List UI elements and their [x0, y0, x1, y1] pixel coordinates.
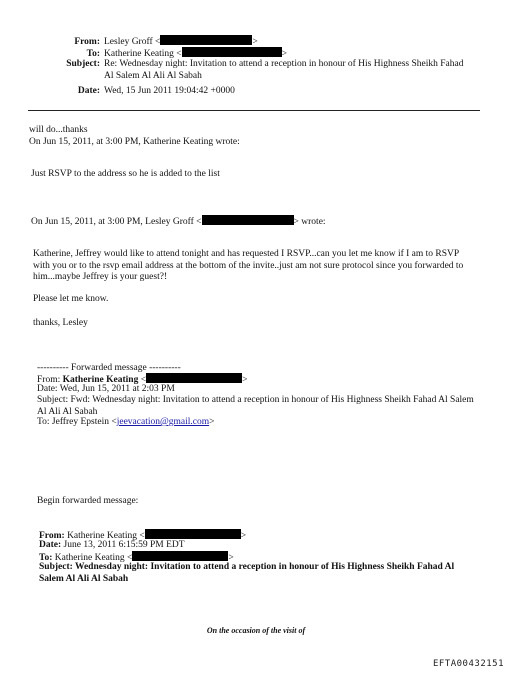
- from-label: From:: [74, 37, 100, 47]
- quote-paragraph-2: Please let me know.: [33, 294, 109, 304]
- to-label: To:: [86, 49, 100, 59]
- forwarded-to-suffix: >: [209, 417, 215, 427]
- to-value: Katherine Keating <: [104, 49, 182, 59]
- fwd2-subject-label: Subject:: [39, 562, 75, 572]
- forwarded-from-open: <: [138, 375, 147, 385]
- header-subject-row: [0, 59, 480, 82]
- quote-intro-prefix: On Jun 15, 2011, at 3:00 PM, Lesley Groff <: [31, 217, 202, 227]
- fwd2-date-value: June 13, 2011 6:15:59 PM EDT: [63, 540, 185, 550]
- reply2-text: Just RSVP to the address so he is added to the list: [31, 169, 220, 179]
- forwarded-to-prefix: To: Jeffrey Epstein <: [37, 417, 117, 427]
- quote-paragraph-3: thanks, Lesley: [33, 318, 88, 328]
- forwarded-date-row: Date: Wed, Jun 15, 2011 at 2:03 PM: [37, 384, 175, 394]
- forwarded-subject-row: Subject: Fwd: Wednesday night: Invitation to attend a reception in honour of His Highness Sheikh Fahad Al Salem Al Ali Al Sabah: [37, 395, 474, 417]
- bracket-close: >: [228, 553, 234, 563]
- quote-intro-suffix: > wrote:: [293, 217, 326, 227]
- redaction-box: [146, 373, 242, 383]
- bracket-close: >: [242, 375, 248, 385]
- from-value: Lesley Groff <: [104, 37, 161, 47]
- subject-label: Subject:: [66, 59, 100, 69]
- forwarded-banner: ---------- Forwarded message ----------: [37, 363, 181, 373]
- header-date-row: [0, 86, 235, 98]
- bracket-close: >: [240, 531, 247, 541]
- redaction-box: [145, 529, 241, 539]
- bracket-close: >: [252, 37, 258, 47]
- fwd2-subject-row: [39, 562, 479, 585]
- redaction-box: [202, 215, 294, 225]
- quote-paragraph-1: Katherine, Jeffrey would like to attend tonight and has requested I RSVP...can you let me know if I am to RSVP with you or to the rsvp email address at the bottom of the invite..just am not sure protocol since you forwarded to him...maybe Jeffrey is your guest?!: [33, 249, 464, 283]
- fwd2-to-label: To:: [39, 553, 55, 563]
- date-value: Wed, 15 Jun 2011 19:04:42 +0000: [104, 86, 235, 96]
- bracket-close: >: [281, 49, 287, 59]
- fwd2-from-value: Katherine Keating <: [67, 531, 145, 541]
- begin-forwarded: Begin forwarded message:: [37, 496, 139, 506]
- header-divider: [28, 110, 480, 111]
- redaction-box: [160, 35, 252, 45]
- fwd2-date-label: Date:: [39, 540, 64, 550]
- fwd2-subject-value: Wednesday night: Invitation to attend a reception in honour of His Highness Sheikh Fahad Al Salem Al Ali Al Sabah: [39, 562, 455, 584]
- date-label: Date:: [77, 86, 100, 96]
- fwd2-date-row: [39, 540, 185, 552]
- reply-line-1: will do...thanks: [29, 125, 88, 135]
- redaction-box: [132, 551, 228, 561]
- document-id: EFTA00432151: [432, 659, 504, 670]
- forwarded-from-prefix: From:: [37, 375, 63, 385]
- redaction-box: [182, 47, 282, 57]
- fwd2-from-label: From:: [39, 531, 68, 541]
- forwarded-to-row: [37, 417, 214, 429]
- forwarded-from-name: Katherine Keating: [62, 375, 139, 385]
- fwd2-to-value: Katherine Keating <: [54, 553, 133, 563]
- reply-line-2: On Jun 15, 2011, at 3:00 PM, Katherine Keating wrote:: [29, 137, 240, 147]
- occasion-text: On the occasion of the visit of: [206, 626, 306, 635]
- quote-intro: [31, 215, 326, 229]
- email-link[interactable]: jeevacation@gmail.com: [116, 417, 210, 427]
- subject-value: Re: Wednesday night: Invitation to attend a reception in honour of His Highness Sheikh Fahad Al Salem Al Ali Al Sabah: [104, 59, 464, 81]
